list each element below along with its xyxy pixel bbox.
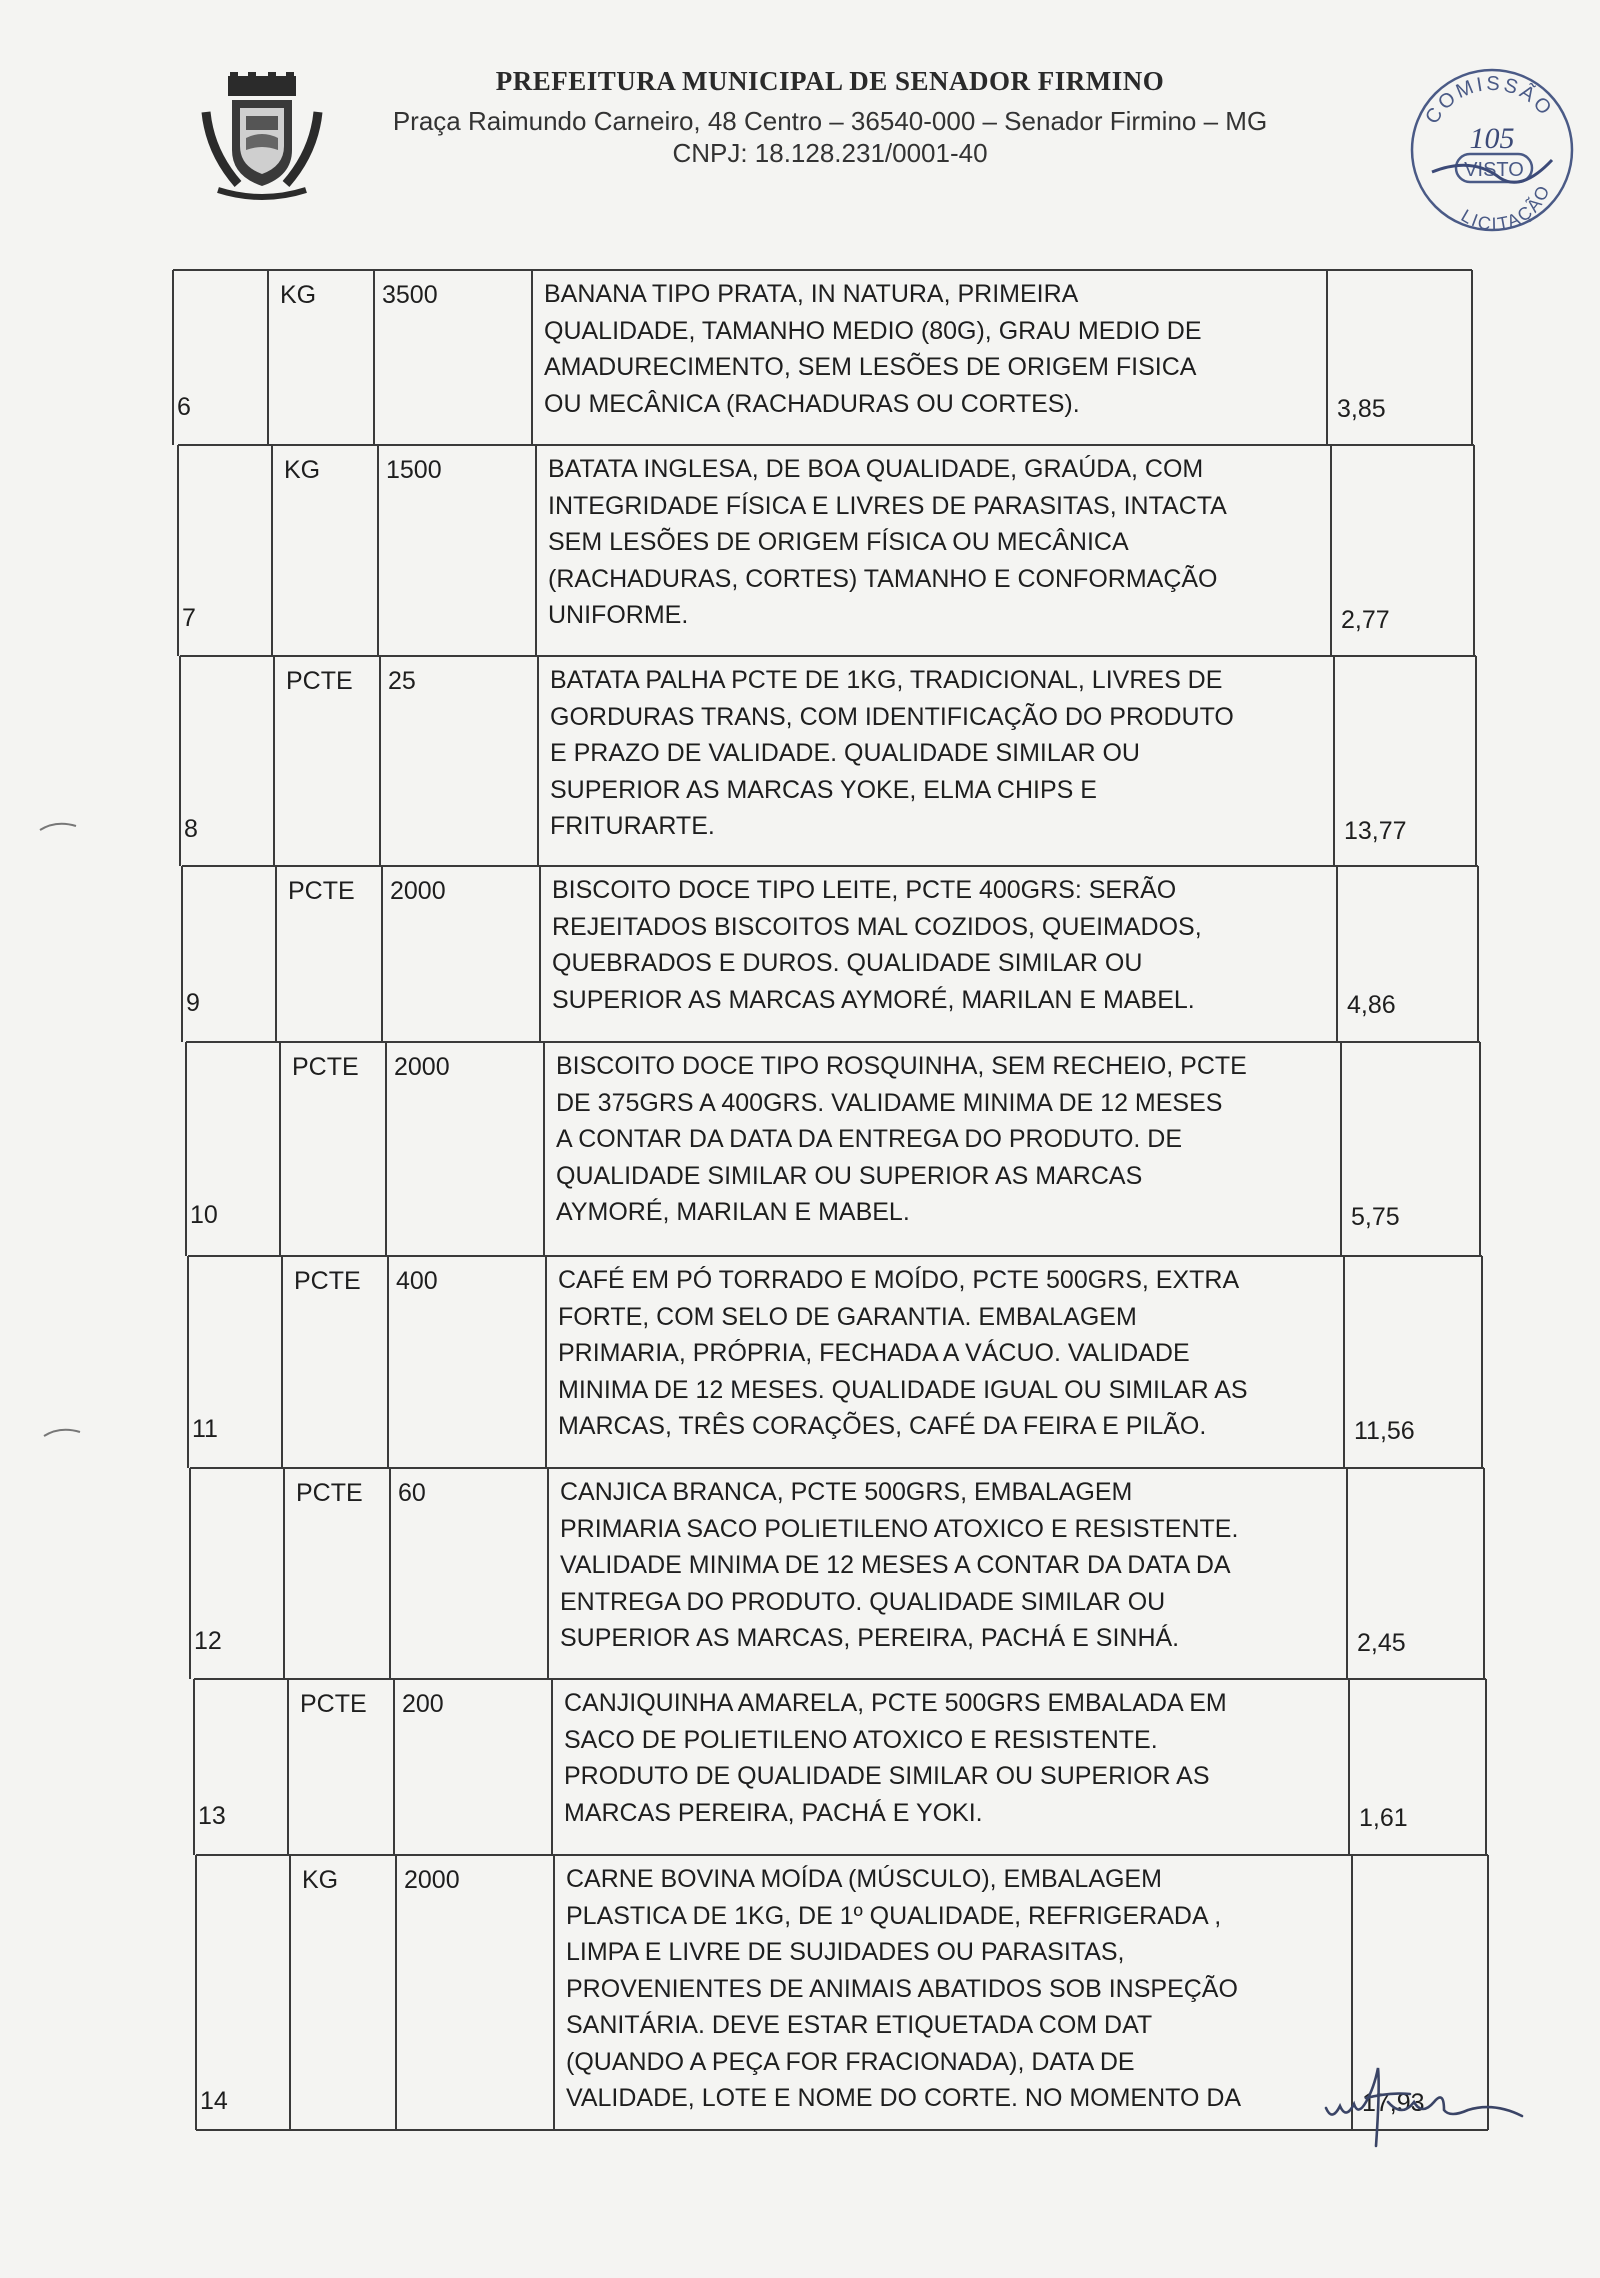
unit-cell: KG — [284, 456, 321, 484]
quantity-cell: 2000 — [404, 1866, 460, 1894]
unit-cell: PCTE — [286, 667, 353, 695]
description-line: SEM LESÕES DE ORIGEM FÍSICA OU MECÂNICA — [548, 528, 1129, 556]
description-line: PROVENIENTES DE ANIMAIS ABATIDOS SOB INSPEÇÃO — [566, 1974, 1238, 2003]
description-line: SUPERIOR AS MARCAS AYMORÉ, MARILAN E MABEL. — [552, 985, 1195, 1014]
stamp-bottom-text: LICITAÇÃO — [1457, 181, 1555, 235]
rubric-signature — [1318, 2058, 1528, 2150]
quantity-cell: 60 — [398, 1479, 426, 1507]
unit-cell: PCTE — [296, 1479, 363, 1507]
stamp-top-text: COMISSÃO — [1421, 72, 1558, 129]
description-line: A CONTAR DA DATA DA ENTREGA DO PRODUTO. DE — [556, 1125, 1183, 1153]
item-number: 9 — [186, 988, 200, 1017]
description-line: REJEITADOS BISCOITOS MAL COZIDOS, QUEIMADOS, — [552, 912, 1202, 941]
quantity-cell: 1500 — [386, 456, 442, 484]
description-line: SUPERIOR AS MARCAS, PEREIRA, PACHÁ E SINHÁ. — [560, 1624, 1180, 1652]
description-line: AMADURECIMENTO, SEM LESÕES DE ORIGEM FISICA — [544, 353, 1197, 381]
description-line: INTEGRIDADE FÍSICA E LIVRES DE PARASITAS, INTACTA — [548, 491, 1227, 520]
description-line: (RACHADURAS, CORTES) TAMANHO E CONFORMAÇÃO — [548, 564, 1218, 593]
item-number: 8 — [184, 815, 198, 843]
unit-price-cell: 2,77 — [1341, 606, 1390, 634]
description-line: PLASTICA DE 1KG, DE 1º QUALIDADE, REFRIGERADA , — [566, 1901, 1222, 1930]
unit-cell: PCTE — [294, 1267, 361, 1295]
quantity-cell: 25 — [388, 667, 416, 695]
quantity-cell: 400 — [396, 1267, 438, 1295]
description-line: PRIMARIA, PRÓPRIA, FECHADA A VÁCUO. VALIDADE — [558, 1339, 1190, 1367]
municipality-address: Praça Raimundo Carneiro, 48 Centro – 36540-000 – Senador Firmino – MG — [392, 106, 1268, 136]
scan-mark — [42, 1424, 82, 1438]
description-line: VALIDADE MINIMA DE 12 MESES A CONTAR DA DATA DA — [560, 1551, 1231, 1579]
description-line: QUALIDADE, TAMANHO MEDIO (80G), GRAU MEDIO DE — [544, 316, 1202, 345]
description-line: MARCAS PEREIRA, PACHÁ E YOKI. — [564, 1798, 983, 1827]
description-line: AYMORÉ, MARILAN E MABEL. — [556, 1198, 910, 1226]
description-line: BATATA INGLESA, DE BOA QUALIDADE, GRAÚDA, COM — [548, 455, 1204, 483]
description-line: VALIDADE, LOTE E NOME DO CORTE. NO MOMENTO DA — [566, 2084, 1242, 2112]
item-number: 7 — [182, 604, 196, 632]
unit-price-cell: 2,45 — [1357, 1629, 1406, 1657]
description-line: OU MECÂNICA (RACHADURAS OU CORTES). — [544, 389, 1080, 418]
description-line: UNIFORME. — [548, 601, 689, 629]
item-number: 14 — [200, 2087, 228, 2115]
description-line: LIMPA E LIVRE DE SUJIDADES OU PARASITAS, — [566, 1938, 1125, 1966]
scan-mark — [38, 818, 78, 832]
item-number: 6 — [177, 392, 191, 421]
description-line: (QUANDO A PEÇA FOR FRACIONADA), DATA DE — [566, 2047, 1135, 2076]
item-number: 13 — [198, 1801, 226, 1830]
municipality-title: PREFEITURA MUNICIPAL DE SENADOR FIRMINO — [495, 66, 1165, 96]
description-line: ENTREGA DO PRODUTO. QUALIDADE SIMILAR OU — [560, 1587, 1166, 1616]
quantity-cell: 200 — [402, 1690, 444, 1718]
description-line: CANJIQUINHA AMARELA, PCTE 500GRS EMBALADA EM — [564, 1689, 1227, 1717]
description-line: PRIMARIA SACO POLIETILENO ATOXICO E RESISTENTE. — [560, 1514, 1239, 1543]
unit-price-cell: 17,93 — [1362, 2089, 1425, 2117]
description-line: SANITÁRIA. DEVE ESTAR ETIQUETADA COM DAT — [566, 2011, 1153, 2039]
quantity-cell: 3500 — [382, 281, 438, 309]
item-number: 10 — [190, 1201, 218, 1229]
unit-cell: PCTE — [288, 877, 355, 905]
unit-cell: KG — [302, 1866, 339, 1894]
description-line: QUEBRADOS E DUROS. QUALIDADE SIMILAR OU — [552, 949, 1143, 977]
stamp-middle-text: VISTO — [1464, 159, 1524, 181]
stamp-number: 105 — [1469, 122, 1515, 155]
description-line: PRODUTO DE QUALIDADE SIMILAR OU SUPERIOR AS — [564, 1762, 1210, 1790]
unit-price-cell: 1,61 — [1359, 1803, 1408, 1832]
description-line: CANJICA BRANCA, PCTE 500GRS, EMBALAGEM — [560, 1478, 1133, 1506]
municipality-cnpj: CNPJ: 18.128.231/0001-40 — [672, 138, 988, 168]
description-line: GORDURAS TRANS, COM IDENTIFICAÇÃO DO PRODUTO — [550, 702, 1234, 731]
item-number: 11 — [192, 1415, 218, 1443]
quantity-cell: 2000 — [394, 1053, 450, 1081]
description-line: BATATA PALHA PCTE DE 1KG, TRADICIONAL, LIVRES DE — [550, 666, 1223, 694]
description-line: SACO DE POLIETILENO ATOXICO E RESISTENTE. — [564, 1725, 1158, 1754]
description-line: SUPERIOR AS MARCAS YOKE, ELMA CHIPS E — [550, 775, 1097, 804]
unit-price-cell: 3,85 — [1337, 394, 1386, 423]
description-line: DE 375GRS A 400GRS. VALIDAME MINIMA DE 12 MESES — [556, 1088, 1223, 1117]
item-number: 12 — [194, 1627, 222, 1655]
quantity-cell: 2000 — [390, 877, 446, 905]
description-line: E PRAZO DE VALIDADE. QUALIDADE SIMILAR OU — [550, 739, 1140, 767]
unit-price-cell: 11,56 — [1354, 1417, 1415, 1445]
unit-price-cell: 4,86 — [1347, 990, 1396, 1019]
description-line: BANANA TIPO PRATA, IN NATURA, PRIMEIRA — [544, 280, 1079, 308]
description-line: FRITURARTE. — [550, 812, 715, 840]
description-line: FORTE, COM SELO DE GARANTIA. EMBALAGEM — [558, 1302, 1137, 1331]
unit-cell: PCTE — [292, 1053, 359, 1081]
description-line: CAFÉ EM PÓ TORRADO E MOÍDO, PCTE 500GRS, EXTRA — [558, 1266, 1240, 1294]
unit-cell: PCTE — [300, 1690, 367, 1718]
unit-cell: KG — [280, 281, 317, 309]
description-line: QUALIDADE SIMILAR OU SUPERIOR AS MARCAS — [556, 1161, 1143, 1190]
description-line: BISCOITO DOCE TIPO ROSQUINHA, SEM RECHEIO, PCTE — [556, 1052, 1247, 1080]
description-line: MINIMA DE 12 MESES. QUALIDADE IGUAL OU SIMILAR AS — [558, 1375, 1248, 1404]
description-line: CARNE BOVINA MOÍDA (MÚSCULO), EMBALAGEM — [566, 1865, 1162, 1893]
unit-price-cell: 13,77 — [1344, 817, 1407, 845]
description-line: MARCAS, TRÊS CORAÇÕES, CAFÉ DA FEIRA E PILÃO. — [558, 1412, 1207, 1440]
description-line: BISCOITO DOCE TIPO LEITE, PCTE 400GRS: SERÃO — [552, 876, 1177, 904]
unit-price-cell: 5,75 — [1351, 1203, 1400, 1231]
